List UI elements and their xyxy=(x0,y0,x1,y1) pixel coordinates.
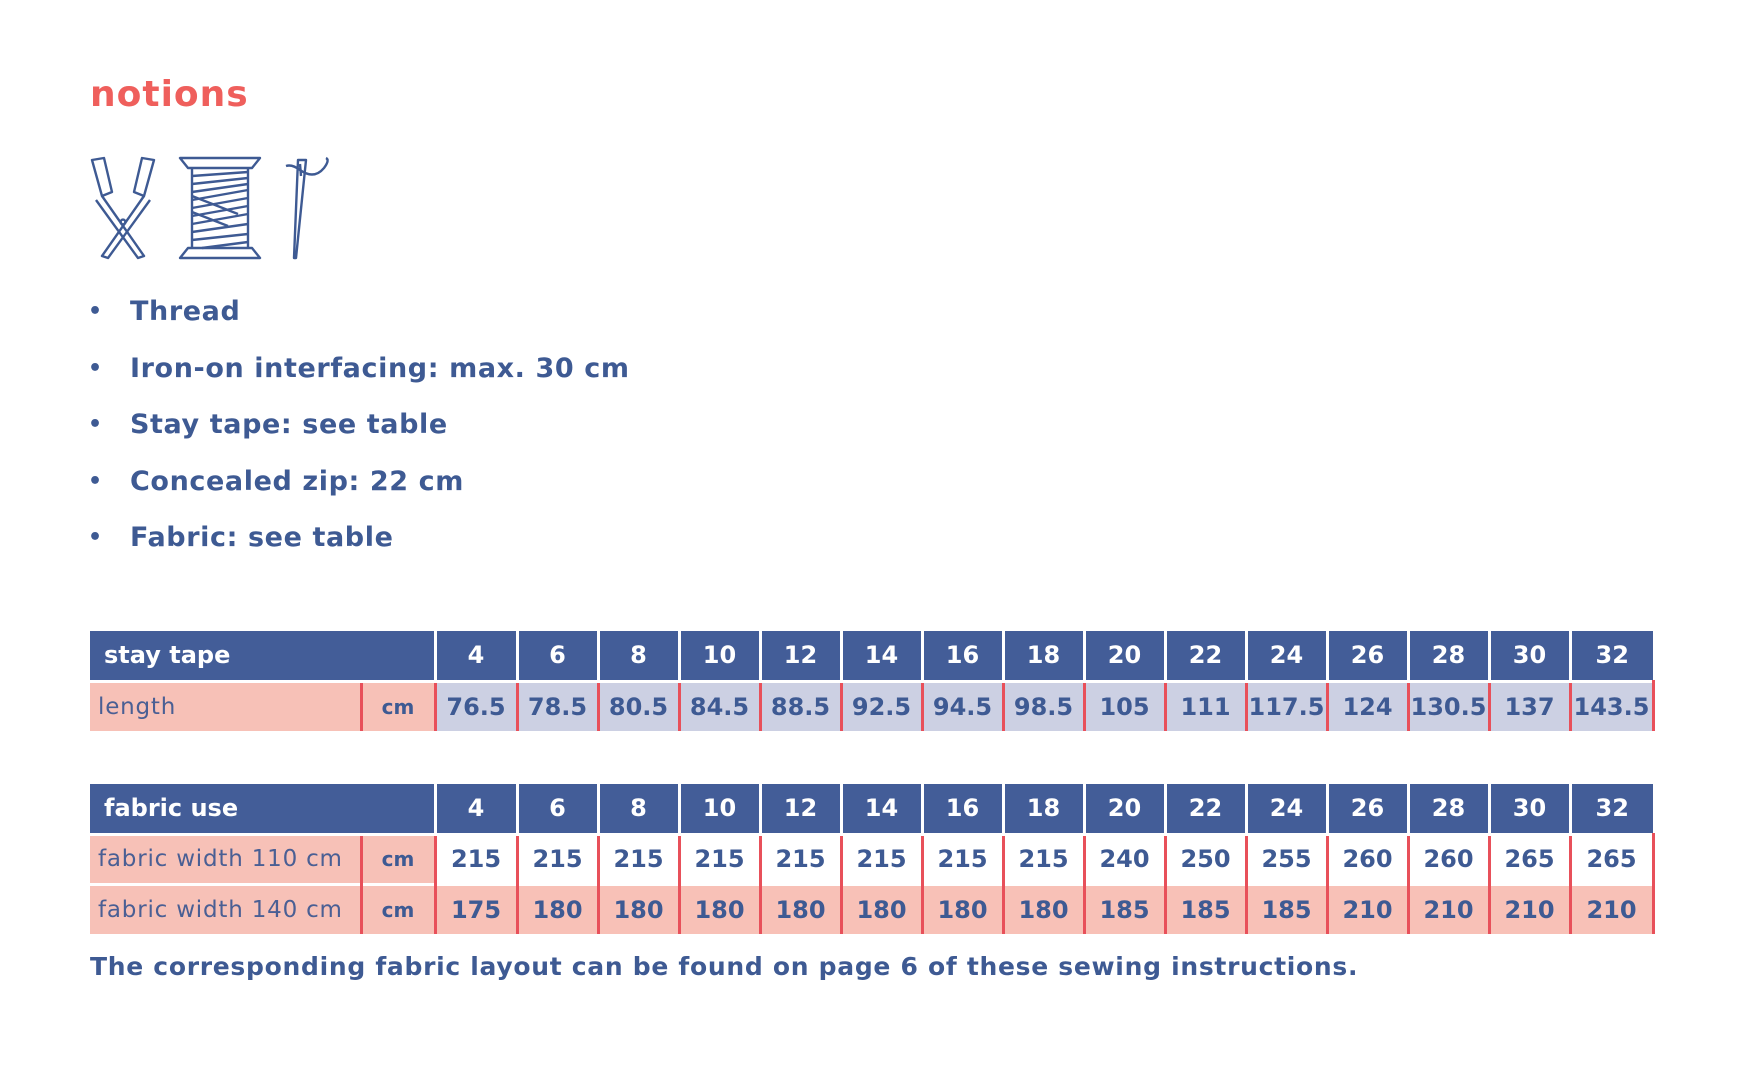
size-header: 12 xyxy=(760,631,841,681)
table-cell: 215 xyxy=(435,834,517,884)
table-cell: 143.5 xyxy=(1570,681,1653,731)
row-label: length xyxy=(90,681,361,731)
table-row xyxy=(90,681,1653,731)
thread-spool-icon xyxy=(178,156,262,260)
table-cell: 130.5 xyxy=(1408,681,1489,731)
fabric-use-table xyxy=(90,784,1655,934)
table-cell: 215 xyxy=(679,834,760,884)
table-cell: 92.5 xyxy=(841,681,922,731)
table-cell: 124 xyxy=(1327,681,1408,731)
table-cell: 255 xyxy=(1246,834,1327,884)
size-header: 14 xyxy=(841,631,922,681)
table-row xyxy=(90,884,1653,934)
size-header: 8 xyxy=(598,784,679,834)
table-cell: 117.5 xyxy=(1246,681,1327,731)
table-cell: 180 xyxy=(1003,884,1084,934)
size-header: 24 xyxy=(1246,631,1327,681)
table-cell: 84.5 xyxy=(679,681,760,731)
table-cell: 260 xyxy=(1408,834,1489,884)
unit-header xyxy=(361,784,435,834)
table-title: fabric use xyxy=(90,784,361,834)
table-cell: 215 xyxy=(517,834,598,884)
size-header: 22 xyxy=(1165,631,1246,681)
size-header: 22 xyxy=(1165,784,1246,834)
row-unit: cm xyxy=(361,681,435,731)
table-cell: 210 xyxy=(1489,884,1570,934)
table-cell: 215 xyxy=(1003,834,1084,884)
table-cell: 210 xyxy=(1408,884,1489,934)
bullet: • xyxy=(88,299,103,324)
bullet: • xyxy=(88,468,103,494)
bullet: • xyxy=(88,525,103,550)
list-item xyxy=(88,296,630,353)
row-label: fabric width 140 cm xyxy=(90,884,361,934)
size-header: 10 xyxy=(679,784,760,834)
table-row xyxy=(90,834,1653,884)
size-header: 26 xyxy=(1327,631,1408,681)
table-cell: 94.5 xyxy=(922,681,1003,731)
size-header: 28 xyxy=(1408,784,1489,834)
size-header: 4 xyxy=(435,784,517,834)
table-cell: 180 xyxy=(760,884,841,934)
table-cell: 175 xyxy=(435,884,517,934)
row-label: fabric width 110 cm xyxy=(90,834,361,884)
table-cell: 215 xyxy=(760,834,841,884)
table-cell: 240 xyxy=(1084,834,1165,884)
notions-icons xyxy=(88,156,348,262)
list-item xyxy=(88,409,630,466)
list-item-text: Stay tape: see table xyxy=(130,409,448,440)
needle-icon xyxy=(284,156,334,260)
size-header: 10 xyxy=(679,631,760,681)
size-header: 30 xyxy=(1489,784,1570,834)
size-header: 32 xyxy=(1570,631,1653,681)
size-header: 16 xyxy=(922,631,1003,681)
list-item xyxy=(88,466,630,523)
size-header: 12 xyxy=(760,784,841,834)
size-header: 32 xyxy=(1570,784,1653,834)
table-cell: 260 xyxy=(1327,834,1408,884)
table-cell: 78.5 xyxy=(517,681,598,731)
size-header: 20 xyxy=(1084,784,1165,834)
table-cell: 80.5 xyxy=(598,681,679,731)
list-item xyxy=(88,353,630,410)
table-header-row xyxy=(90,784,1653,834)
table-cell: 210 xyxy=(1570,884,1653,934)
table-cell: 185 xyxy=(1084,884,1165,934)
table-cell: 265 xyxy=(1489,834,1570,884)
table-cell: 265 xyxy=(1570,834,1653,884)
row-unit: cm xyxy=(361,834,435,884)
bullet: • xyxy=(88,412,103,437)
table-cell: 180 xyxy=(517,884,598,934)
table-title: stay tape xyxy=(90,631,361,681)
size-header: 6 xyxy=(517,784,598,834)
table-cell: 88.5 xyxy=(760,681,841,731)
table-cell: 250 xyxy=(1165,834,1246,884)
size-header: 16 xyxy=(922,784,1003,834)
table-cell: 111 xyxy=(1165,681,1246,731)
footnote: The corresponding fabric layout can be found on page 6 of these sewing instructions. xyxy=(90,952,1359,981)
scissors-icon xyxy=(88,156,158,260)
size-header: 4 xyxy=(435,631,517,681)
table-cell: 98.5 xyxy=(1003,681,1084,731)
table-cell: 180 xyxy=(922,884,1003,934)
section-heading: notions xyxy=(90,74,249,115)
stay-tape-table xyxy=(90,631,1655,731)
size-header: 6 xyxy=(517,631,598,681)
notions-list xyxy=(88,296,630,579)
table-cell: 180 xyxy=(598,884,679,934)
size-header: 18 xyxy=(1003,631,1084,681)
list-item xyxy=(88,522,630,579)
size-header: 18 xyxy=(1003,784,1084,834)
size-header: 14 xyxy=(841,784,922,834)
table-cell: 137 xyxy=(1489,681,1570,731)
size-header: 20 xyxy=(1084,631,1165,681)
table-cell: 180 xyxy=(679,884,760,934)
table-cell: 215 xyxy=(841,834,922,884)
unit-header xyxy=(361,631,435,681)
list-item-text: Iron-on interfacing: max. 30 cm xyxy=(130,352,630,384)
size-header: 26 xyxy=(1327,784,1408,834)
table-cell: 210 xyxy=(1327,884,1408,934)
size-header: 30 xyxy=(1489,631,1570,681)
table-cell: 215 xyxy=(922,834,1003,884)
table-cell: 185 xyxy=(1165,884,1246,934)
size-header: 28 xyxy=(1408,631,1489,681)
table-cell: 180 xyxy=(841,884,922,934)
list-item-text: Concealed zip: 22 cm xyxy=(130,465,465,497)
bullet: • xyxy=(88,355,103,381)
table-cell: 105 xyxy=(1084,681,1165,731)
table-cell: 215 xyxy=(598,834,679,884)
size-header: 24 xyxy=(1246,784,1327,834)
table-cell: 76.5 xyxy=(435,681,517,731)
table-header-row xyxy=(90,631,1653,681)
list-item-text: Thread xyxy=(130,296,241,327)
size-header: 8 xyxy=(598,631,679,681)
list-item-text: Fabric: see table xyxy=(130,522,394,553)
row-unit: cm xyxy=(361,884,435,934)
table-cell: 185 xyxy=(1246,884,1327,934)
